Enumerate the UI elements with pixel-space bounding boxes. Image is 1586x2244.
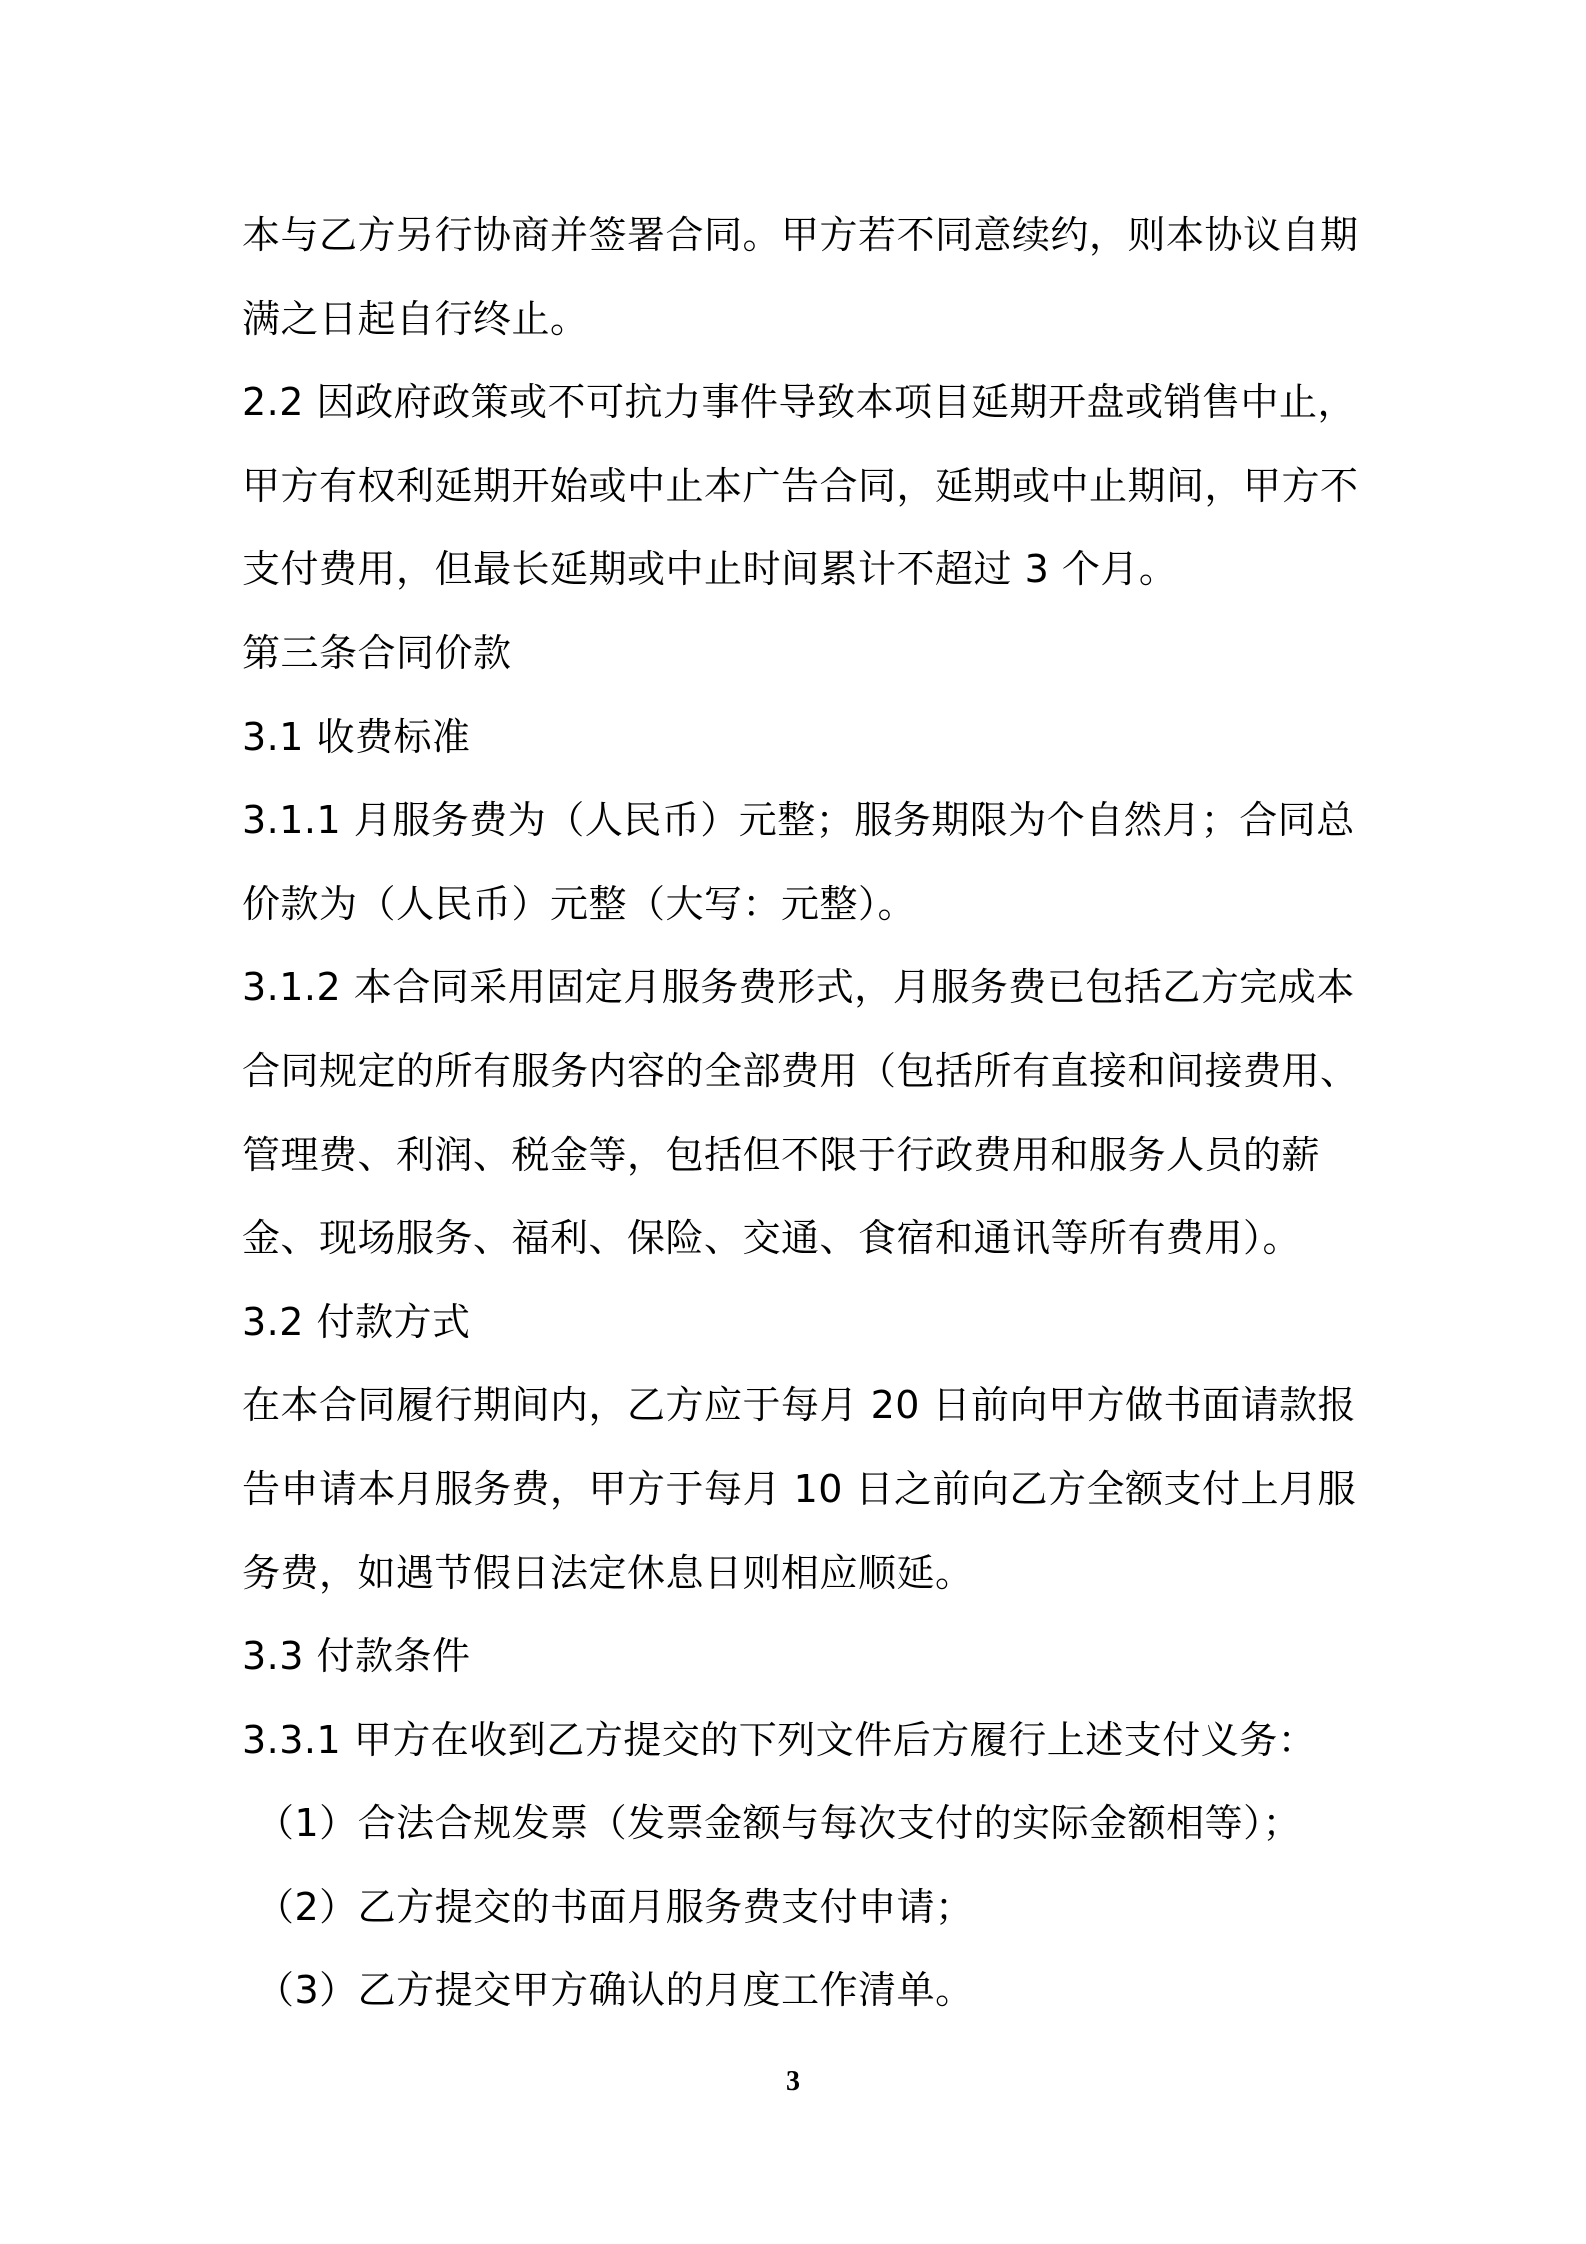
paragraph-3-1-1-monthly-fee: 3.1.1 月服务费为（人民币）元整；服务期限为个自然月；合同总价款为（人民币）元整（大写：元整）。 (242, 798, 1355, 926)
page-number: 3 (786, 2066, 800, 2097)
section-heading-article-3: 第三条合同价款 (242, 630, 512, 675)
heading-3-3-payment-conditions: 3.3 付款条件 (242, 1634, 471, 1679)
heading-3-1-fee-standard: 3.1 收费标准 (242, 714, 471, 759)
heading-3-2-payment-method: 3.2 付款方式 (242, 1299, 471, 1344)
list-item-invoice: （1）合法合规发票（发票金额与每次支付的实际金额相等）； (256, 1801, 1302, 1846)
document-body (242, 194, 1362, 2033)
paragraph-2-2-delay-clause: 2.2 因政府政策或不可抗力事件导致本项目延期开盘或销售中止，甲方有权利延期开始或中止本广告合同，延期或中止期间，甲方不支付费用，但最长延期或中止时间累计不超过 3 个月。 (242, 380, 1359, 592)
paragraph-contract-renewal: 本与乙方另行协商并签署合同。甲方若不同意续约，则本协议自期满之日起自行终止。 (242, 213, 1359, 341)
paragraph-3-3-1-documents: 3.3.1 甲方在收到乙方提交的下列文件后方履行上述支付义务： (242, 1717, 1317, 1762)
paragraph-3-1-2-fixed-fee: 3.1.2 本合同采用固定月服务费形式，月服务费已包括乙方完成本合同规定的所有服务内容的全部费用（包括所有直接和间接费用、管理费、利润、税金等，包括但不限于行政费用和服务人员的薪金、现场服务、福利、保险、交通、食宿和通讯等所有费用）。 (242, 965, 1359, 1261)
list-item-work-list: （3）乙方提交甲方确认的月度工作清单。 (256, 1968, 974, 2013)
paragraph-payment-schedule: 在本合同履行期间内，乙方应于每月 20 日前向甲方做书面请款报告申请本月服务费，甲方于每月 10 日之前向乙方全额支付上月服务费，如遇节假日法定休息日则相应顺延。 (242, 1383, 1357, 1595)
list-item-payment-application: （2）乙方提交的书面月服务费支付申请； (256, 1884, 974, 1929)
